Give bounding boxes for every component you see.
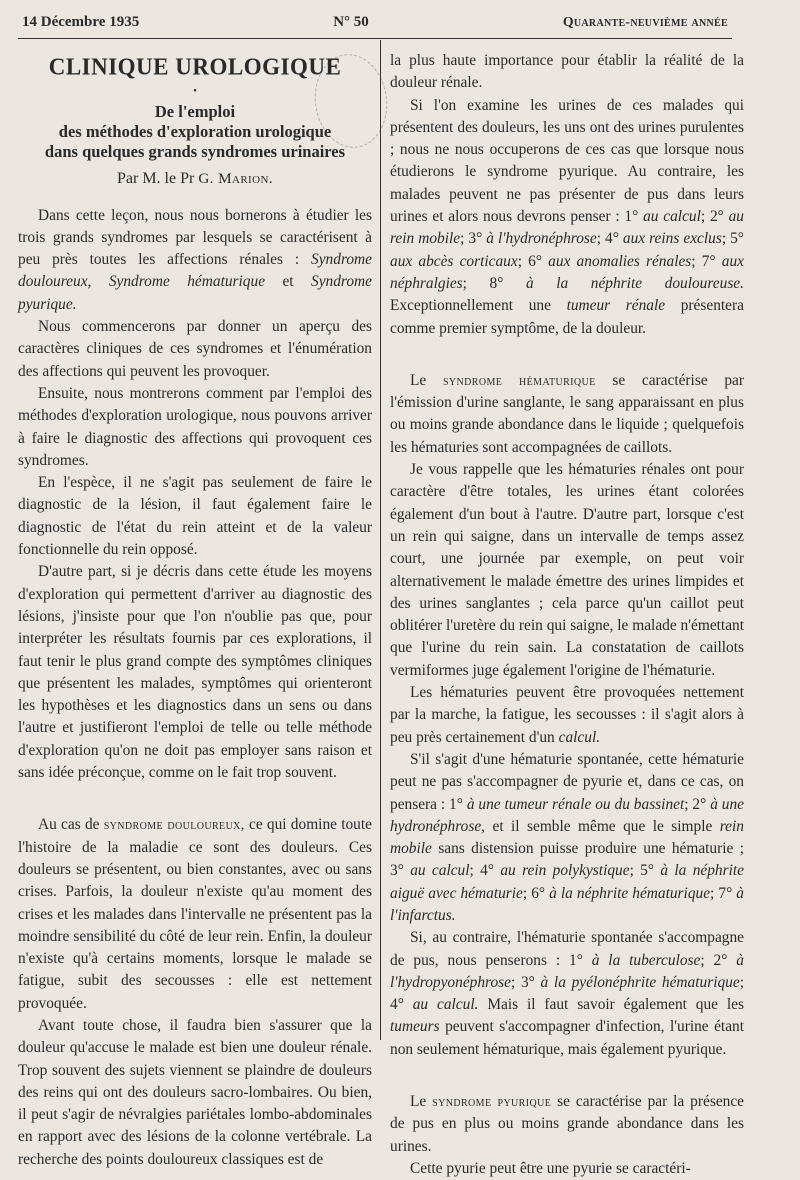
author-name: G. Marion. — [198, 170, 274, 188]
paragraph: Nous commencerons par donner un aperçu des caractères cliniques de ces syndromes et l'énumération des affections qui peuvent les provoquer. — [18, 318, 372, 380]
text: ; 5° — [721, 230, 744, 248]
emphasis: à une hydronéphrose, — [390, 795, 745, 835]
emphasis: Syndrome hématurique — [108, 273, 266, 291]
emphasis: à l'hydropyonéphrose — [390, 951, 744, 991]
text: S'il s'agit d'une hématurie spontanée, cette hématurie peut ne pas s'accompagner de pyurie et, dans ce cas, on pensera : 1° — [390, 750, 744, 813]
emphasis: à la pyélonéphrite hématurique — [540, 973, 740, 991]
text: ; 5° — [629, 862, 655, 880]
emphasis: à l'infarctus. — [390, 884, 744, 924]
emphasis: au calcul. — [412, 996, 479, 1014]
paragraph: Ensuite, nous montrerons comment par l'emploi des méthodes d'exploration urologique, nous pouvons arriver à faire le diagnostic des affections qui provoquent ces syndromes. — [18, 384, 372, 469]
emphasis: au rein polykystique — [500, 862, 630, 880]
text: ; 6° — [517, 252, 542, 270]
text: ; 4° — [390, 973, 744, 1014]
text: Exceptionnellement une — [390, 297, 551, 315]
emphasis: aux reins exclus — [622, 230, 722, 248]
text: Le — [410, 371, 427, 389]
page-header — [22, 14, 728, 36]
text: se caractérise par la présence de pus en plus ou moins grande abondance dans les urines. — [390, 1093, 745, 1155]
text: ; 7° — [691, 252, 716, 270]
emphasis: au calcul — [410, 862, 470, 880]
text: ; 6° — [522, 884, 546, 902]
paragraph — [390, 749, 744, 927]
article-heading — [18, 53, 372, 191]
issue-date: 14 Décembre 1935 — [22, 14, 140, 30]
issue-year: Quarante-neuvième année — [562, 14, 728, 29]
emphasis: à la néphrite aiguë avec hématurie — [390, 862, 744, 902]
emphasis: aux abcès corticaux — [390, 252, 518, 270]
text: se caractérise par l'émission d'urine sanglante, le sang apparaissant en plus ou moins grande abondance dans le liquide ; quelquefois les hématuries sont accompagnées de caillots. — [390, 371, 744, 456]
title-ornament: • — [193, 85, 197, 98]
text: sans distension puisse produire une hématurie ; 3° — [390, 840, 745, 880]
emphasis: tumeurs — [390, 1018, 440, 1036]
text: Si, au contraire, l'hématurie spontanée s'accompagne de pus, nous penserons : 1° — [390, 929, 744, 969]
paragraph — [390, 370, 744, 459]
issue-number: N° 50 — [333, 14, 369, 30]
left-column — [18, 50, 372, 1171]
text: Si l'on examine les urines de ces malades qui présentent des douleurs, les uns ont des urines purulentes ; nous ne nous occuperons de ces cas que lorsque nous étudierons le syndrome pyurique. Au contraire, les malades peuvent ne pas présenter de pus dans leurs urines et alors nous devrons penser : 1° — [390, 96, 744, 226]
emphasis: à l'hydronéphrose — [486, 230, 597, 248]
column-rule — [380, 40, 381, 1040]
emphasis: rein mobile — [390, 817, 744, 858]
emphasis: Syndrome douloureux, — [18, 251, 373, 291]
paragraph: Cette pyurie peut être une pyurie se caractéri- — [410, 1159, 691, 1177]
text: Les hématuries peuvent être provoquées nettement par la marche, la fatigue, les secousses : il s'agit alors à peu près certainement d'un — [390, 684, 744, 746]
text: ; 3° — [460, 230, 483, 248]
paragraph — [390, 1091, 744, 1158]
emphasis: aux anomalies rénales — [548, 252, 692, 270]
subtitle-line: des méthodes d'exploration urologique — [58, 122, 332, 142]
paragraph — [18, 205, 372, 316]
text: ; 4° — [469, 862, 495, 880]
small-caps-term: syndrome douloureux, — [103, 817, 245, 834]
small-caps-term: syndrome hématurique — [442, 372, 596, 389]
emphasis: à la néphrite hématurique — [549, 884, 711, 902]
text: ; 8° — [462, 274, 504, 292]
paragraph — [390, 95, 744, 340]
subtitle-line: De l'emploi — [154, 102, 236, 122]
paragraph — [18, 814, 372, 1015]
text: ; 3° — [510, 973, 535, 991]
header-rule — [18, 38, 732, 39]
paragraph: D'autre part, si je décris dans cette étude les moyens d'exploration qui permettent d'arriver au diagnostic des lésions, j'insiste pour que l'on n'oublie pas que, pour interpréter les résultats fournis par ces explorations, il faut tenir le plus grand compte des symptômes cliniques que présentent les malades, symptômes qui orienteront les hypothèses et les diagnostics dans un sens ou dans l'autre et justifieront l'emploi de telle ou telle méthode d'exploration qu'on ne doit pas employer sans raison et sans idée préconçue, comme on le fait trop souvent. — [18, 563, 372, 782]
text: Mais il faut savoir également que les — [487, 996, 744, 1014]
text: et il semble même que le simple — [492, 817, 713, 835]
paragraph: la plus haute importance pour établir la réalité de la douleur rénale. — [390, 52, 744, 92]
emphasis: au calcul — [643, 208, 701, 226]
text: ; 4° — [596, 230, 619, 248]
text: Le — [410, 1093, 427, 1111]
emphasis: à la néphrite douloureuse. — [525, 274, 744, 292]
emphasis: Syndrome pyurique. — [18, 273, 372, 313]
text: Dans cette leçon, nous nous bornerons à étudier les trois grands syndromes par lesquels se caractérisent à peu près toutes les affections rénales : — [18, 206, 372, 269]
subtitle-line: dans quelques grands syndromes urinaires — [44, 142, 346, 162]
emphasis: calcul. — [558, 728, 601, 746]
emphasis: à une tumeur rénale ou du bassinet — [466, 795, 685, 813]
text: ; 2° — [700, 208, 724, 226]
article-author — [18, 168, 372, 190]
text: ; 2° — [684, 795, 707, 813]
text: Au cas de — [38, 816, 100, 834]
paragraph — [390, 927, 744, 1061]
emphasis: tumeur rénale — [566, 297, 666, 315]
emphasis: aux néphralgies — [390, 252, 744, 292]
paragraph: Avant toute chose, il faudra bien s'assurer que la douleur qu'accuse le malade est bien une douleur rénale. Trop souvent des sujets viennent se plaindre de douleurs des reins qui ont des douleurs sacro-lombaires. Ou bien, il peut s'agir de névralgies pariétales lombo-abdominales en rapport avec des lésions de la colonne vertébrale. La recherche des points douloureux classiques est de — [18, 1016, 372, 1168]
paragraph — [390, 682, 744, 749]
text: ce qui domine toute l'histoire de la maladie ce sont des douleurs. Ces douleurs se présentent, ou bien constantes, avec ou sans crises. Parfois, la douleur n'existe qu'au moment des crises et les malades dans l'intervalle ne présentent pas la moindre sensibilité du côté de leur rein. Enfin, la douleur n'existe qu'à certains moments, lorsque le malade se fatigue, subit des secousses : elle est nettement provoquée. — [18, 816, 372, 1012]
text: ; 2° — [700, 951, 728, 969]
emphasis: au rein mobile — [390, 208, 744, 248]
paragraph: En l'espèce, il ne s'agit pas seulement de faire le diagnostic de la lésion, il faut également faire le diagnostic de l'état du rein atteint et de la valeur fonctionnelle du rein opposé. — [18, 474, 372, 559]
section-title: CLINIQUE UROLOGIQUE — [48, 53, 342, 80]
paragraph: Je vous rappelle que les hématuries rénales ont pour caractère d'être totales, les urines étant colorées également d'un bout à l'autre. D'autre part, lorsque c'est un rein qui saigne, dans un intervalle de temps assez court, une journée par exemple, on peut voir alternativement le malade émettre des urines limpides et des urines sanglantes ; cela parce qu'un caillot peut oblitérer l'uretère du rein qui saigne, le malade n'émettant que l'urine du rein sain. La constatation de caillots vermiformes juge également l'origine de l'hématurie. — [390, 461, 744, 679]
text: ; 7° — [710, 884, 733, 902]
right-column — [390, 50, 744, 1180]
author-prefix: Par M. le Pr — [116, 170, 195, 188]
small-caps-term: syndrome pyurique — [432, 1094, 552, 1111]
article-subtitle — [18, 102, 372, 162]
text: et — [282, 273, 294, 291]
text: peuvent s'accompagner d'infection, l'urine étant non seulement hématurique, mais également pyurique. — [390, 1018, 744, 1058]
text: présentera comme premier symptôme, de la douleur. — [390, 297, 744, 337]
emphasis: à la tuberculose — [591, 951, 701, 969]
